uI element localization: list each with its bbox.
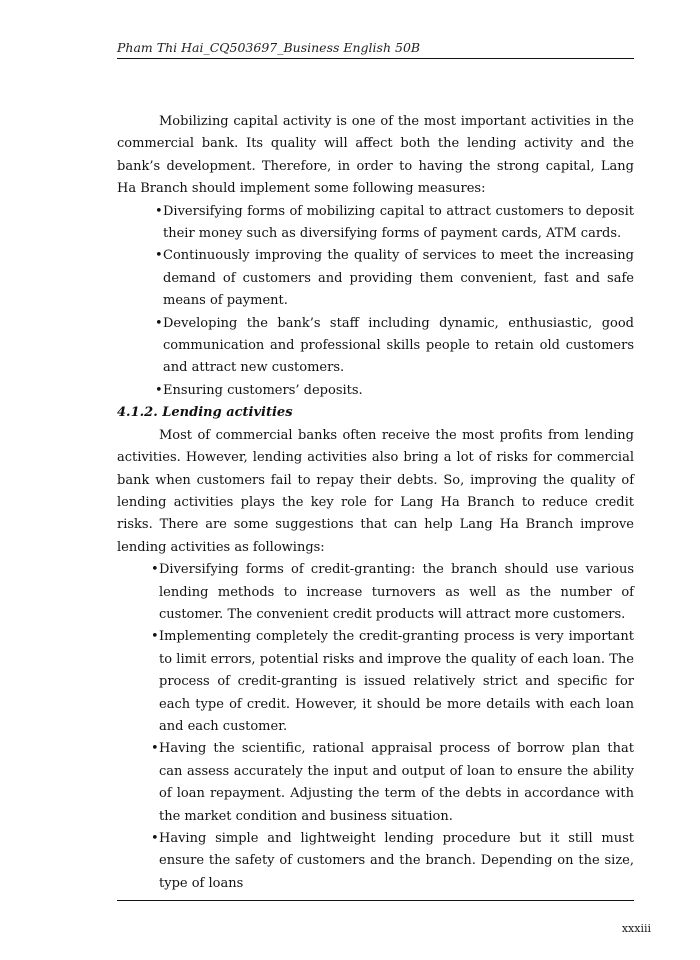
- list-item: • Having simple and lightweight lending procedure but it still must ensure the safety of customers and the branch. Depending on the size, type of loans: [159, 828, 634, 895]
- list-item: • Diversifying forms of mobilizing capital to attract customers to deposit their money such as diversifying forms of payment cards, ATM cards.: [163, 201, 634, 246]
- bullet-icon: •: [151, 741, 159, 757]
- list-item: • Ensuring customers’ deposits.: [163, 380, 634, 402]
- lending-suggestions-list: [117, 559, 634, 895]
- bullet-icon: •: [155, 203, 163, 219]
- running-header: Pham Thi Hai_CQ503697_Business English 50B: [117, 40, 421, 55]
- bullet-icon: •: [155, 248, 163, 264]
- list-item: • Having the scientific, rational appraisal process of borrow plan that can assess accurately the input and output of loan to ensure the ability of loan repayment. Adjusting the term of the debts in accordance with the market condition and business situation.: [159, 738, 634, 828]
- page-number: xxxiii: [621, 922, 651, 935]
- lending-paragraph: Most of commercial banks often receive the most profits from lending activities. However, lending activities also bring a lot of risks for commercial bank when customers fail to repay their debts. So, improving the quality of lending activities plays the key role for Lang Ha Branch to reduce credit risks. There are some suggestions that can help Lang Ha Branch improve lending activities as followings:: [117, 427, 634, 555]
- list-item: • Continuously improving the quality of services to meet the increasing demand of customers and providing them convenient, fast and safe means of payment.: [163, 245, 634, 312]
- page-body: [117, 111, 634, 895]
- bullet-icon: •: [151, 629, 159, 645]
- header-rule: [117, 58, 634, 59]
- bullet-icon: •: [151, 562, 159, 578]
- footer-rule: [117, 900, 634, 901]
- intro-paragraph: Mobilizing capital activity is one of the most important activities in the commercial bank. Its quality will affect both the lending activity and the bank’s development. Therefore, in order to having the strong capital, Lang Ha Branch should implement some following measures:: [117, 114, 634, 197]
- list-item: • Developing the bank’s staff including dynamic, enthusiastic, good communication and professional skills people to retain old customers and attract new customers.: [163, 313, 634, 380]
- section-heading: 4.1.2. Lending activities: [117, 405, 293, 421]
- list-item: • Diversifying forms of credit-granting: the branch should use various lending methods to increase turnovers as well as the number of customer. The convenient credit products will attract more customers.: [159, 559, 634, 626]
- bullet-icon: •: [151, 831, 159, 846]
- bullet-icon: •: [155, 382, 163, 398]
- list-item: • Implementing completely the credit-granting process is very important to limit errors, potential risks and improve the quality of each loan. The process of credit-granting is issued relatively strict and specific for each type of credit. However, it should be more details with each loan and each customer.: [159, 626, 634, 738]
- bullet-icon: •: [155, 315, 163, 331]
- capital-measures-list: [117, 201, 634, 403]
